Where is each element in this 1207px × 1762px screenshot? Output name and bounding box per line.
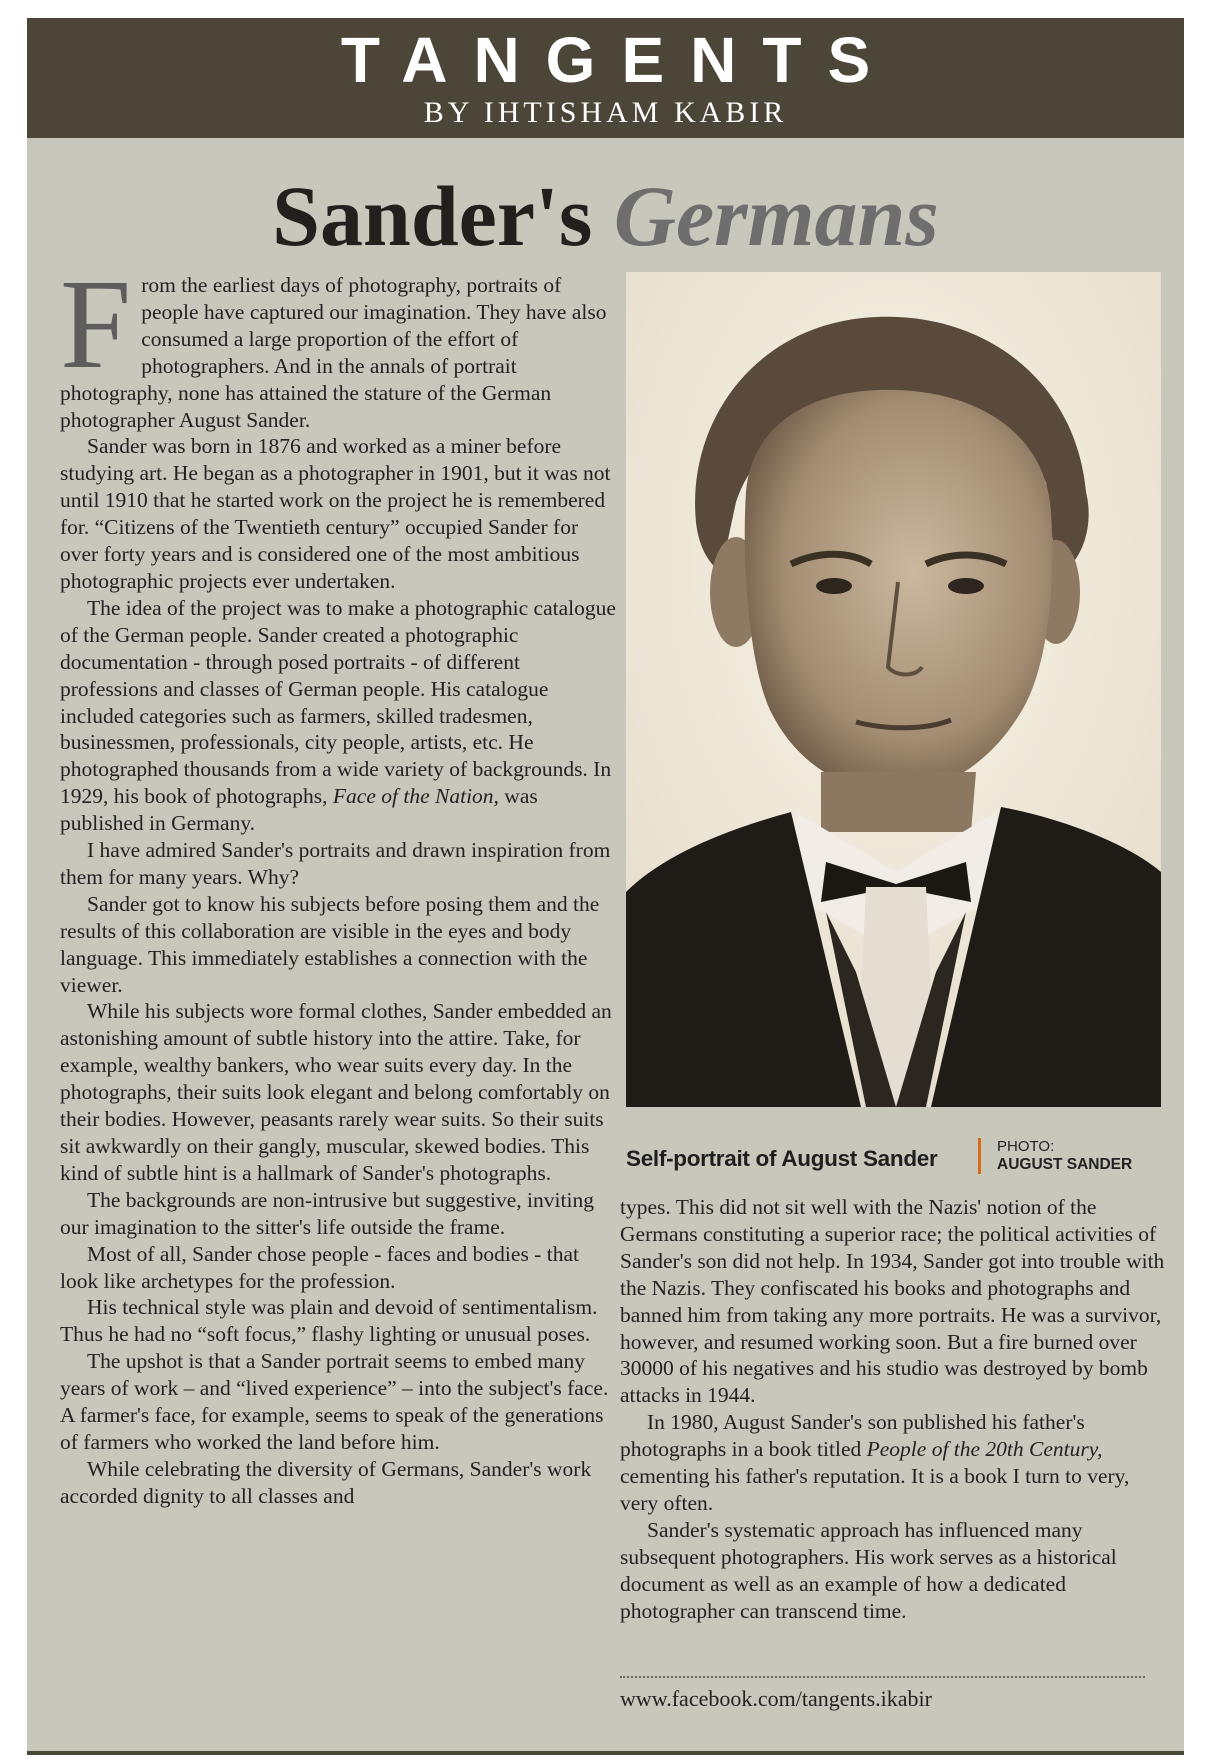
paragraph: While celebrating the diversity of Germans, Sander's work accorded dignity to all classes and	[60, 1456, 592, 1508]
headline-part-1: Sander's	[272, 168, 593, 264]
masthead	[27, 18, 1184, 138]
paragraph: Sander was born in 1876 and worked as a miner before studying art. He began as a photographer in 1901, but it was not until 1910 that he started work on the project he is remembered for. “Citizens of the Twentieth century” occupied Sander for over forty years and is considered one of the most ambitious photographic projects ever undertaken.	[60, 434, 611, 593]
dotted-divider	[620, 1676, 1145, 1678]
paragraph	[620, 1409, 1165, 1517]
paragraph: While his subjects wore formal clothes, Sander embedded an astonishing amount of subtle history into the attire. Take, for example, wealthy bankers, who wear suits every day. In the photographs, their suits look elegant and belong comfortably on their bodies. However, peasants rarely wear suits. So their suits sit awkwardly on their gangly, muscular, skewed bodies. This kind of subtle hint is a hallmark of Sander's photographs.	[60, 999, 612, 1185]
drop-cap: F	[60, 253, 132, 395]
photo-credit-label: PHOTO:	[997, 1138, 1055, 1155]
book-title: Face of the Nation,	[332, 784, 499, 809]
headline-part-2: Germans	[613, 168, 939, 264]
photo-caption	[626, 1138, 1161, 1178]
paragraph: The backgrounds are non-intrusive but suggestive, inviting our imagination to the sitter's life outside the frame.	[60, 1187, 594, 1239]
paragraph-text: was published in Germany.	[60, 784, 538, 836]
paragraph-text: In 1980, August Sander's son published his father's photographs in a book titled	[620, 1410, 1085, 1462]
paragraph-text: rom the earliest days of photography, portraits of people have captured our imagination. They have also consumed a large proportion of the effort of photographers. And in the annals of portrait photography, none has attained the stature of the German photographer August Sander.	[60, 273, 607, 432]
caption-divider	[978, 1138, 981, 1174]
column-brand: TANGENTS	[340, 24, 897, 96]
paragraph: Most of all, Sander chose people - faces and bodies - that look like archetypes for the profession.	[60, 1241, 579, 1293]
paragraph-text: cementing his father's reputation. It is a book I turn to very, very often.	[620, 1464, 1130, 1515]
paragraph: Sander's systematic approach has influenced many subsequent photographers. His work serves as a historical document as well as an example of how a dedicated photographer can transcend time.	[620, 1517, 1117, 1623]
article-column-left	[60, 253, 620, 1510]
paragraph: types. This did not sit well with the Nazis' notion of the Germans constituting a superior race; the political activities of Sander's son did not help. In 1934, Sander got into trouble with the Nazis. They confiscated his books and photographs and banned him from taking any more portraits. He was a survivor, however, and resumed working soon. But a fire burned over 30000 of his negatives and his studio was destroyed by bomb attacks in 1944.	[620, 1195, 1165, 1408]
byline: BY IHTISHAM KABIR	[423, 96, 788, 129]
paragraph	[60, 253, 620, 433]
paragraph: The upshot is that a Sander portrait seems to embed many years of work – and “lived experience” – into the subject's face. A farmer's face, for example, seems to speak of the generations of farmers who worked the land before him.	[60, 1349, 609, 1454]
photo-credit-name: AUGUST SANDER	[997, 1156, 1133, 1173]
portrait-photo	[626, 272, 1161, 1107]
article-column-right	[620, 1194, 1165, 1625]
paragraph	[60, 595, 620, 837]
paragraph-text: The idea of the project was to make a photographic catalogue of the German people. Sander created a photographic documentation - through posed portraits - of different professions and classes of German people. His catalogue included categories such as farmers, skilled tradesmen, businessmen, professionals, city people, artists, etc. He photographed thousands from a wide variety of backgrounds. In 1929, his book of photographs,	[60, 595, 616, 809]
book-title: People of the 20th Century,	[866, 1437, 1103, 1462]
newspaper-page	[27, 18, 1184, 1755]
article-headline	[27, 166, 1184, 266]
facebook-link[interactable]: www.facebook.com/tangents.ikabir	[620, 1686, 932, 1711]
paragraph: I have admired Sander's portraits and drawn inspiration from them for many years. Why?	[60, 838, 611, 889]
portrait-image	[626, 272, 1161, 1107]
paragraph: Sander got to know his subjects before posing them and the results of this collaboration are visible in the eyes and body language. This immediately establishes a connection with the viewer.	[60, 891, 600, 997]
caption-title: Self-portrait of August Sander	[626, 1146, 938, 1171]
paragraph: His technical style was plain and devoid of sentimentalism. Thus he had no “soft focus,” flashy lighting or unusual poses.	[60, 1295, 598, 1347]
